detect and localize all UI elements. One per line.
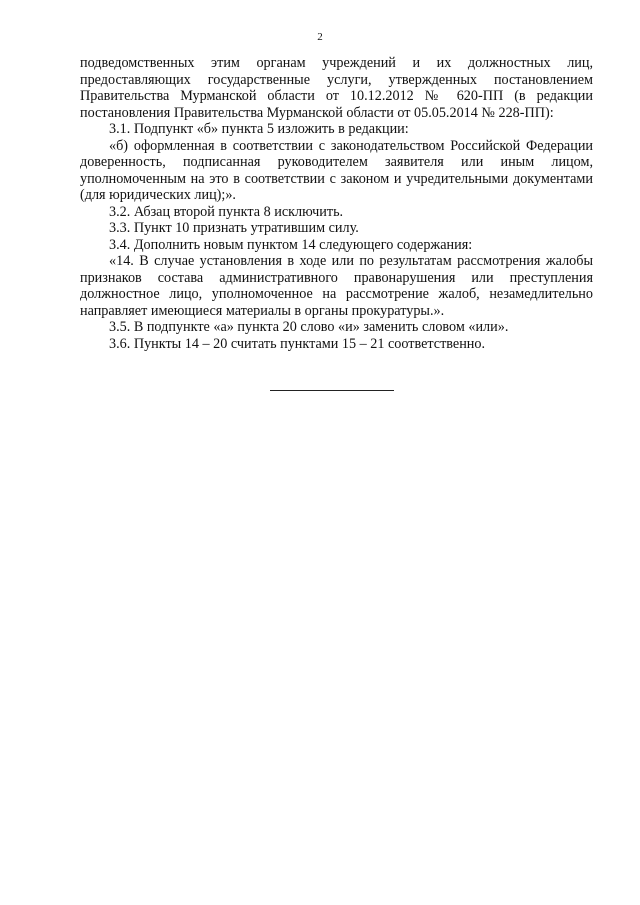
document-body — [80, 55, 593, 352]
page-number: 2 — [317, 31, 323, 43]
paragraph-3-5: 3.5. В подпункте «а» пункта 20 слово «и» заменить словом «или». — [109, 319, 509, 335]
paragraph-3-1: 3.1. Подпункт «б» пункта 5 изложить в редакции: — [109, 121, 409, 137]
paragraph-3-4: 3.4. Дополнить новым пунктом 14 следующего содержания: — [109, 236, 473, 253]
paragraph-3-2: 3.2. Абзац второй пункта 8 исключить. — [109, 203, 344, 220]
paragraph-3-3: 3.3. Пункт 10 признать утратившим силу. — [109, 220, 359, 236]
end-separator-line — [270, 390, 394, 391]
paragraph-3-1-text: «б) оформленная в соответствии с законодательством Российской Федерации доверенность, подписанная руководителем заявителя или иным лицом, уполномоченным на это в соответствии с законом и учредительными документами (для юридических лиц);». — [80, 137, 593, 203]
paragraph-3-6: 3.6. Пункты 14 – 20 считать пунктами 15 – 21 соответственно. — [109, 335, 486, 352]
paragraph-continuation: подведомственных этим органам учреждений и их должностных лиц, предоставляющих государственные услуги, утвержденных постановлением Правительства Мурманской области от 10.12.2012 № 620-ПП (в редакции постановления Правительства Мурманской области от 05.05.2014 № 228-ПП): — [80, 55, 593, 121]
paragraph-3-4-text: «14. В случае установления в ходе или по результатам рассмотрения жалобы признаков состава административного правонарушения или преступления должностное лицо, уполномоченное на рассмотрение жалоб, незамедлительно направляет имеющиеся материалы в органы прокуратуры.». — [80, 253, 593, 319]
